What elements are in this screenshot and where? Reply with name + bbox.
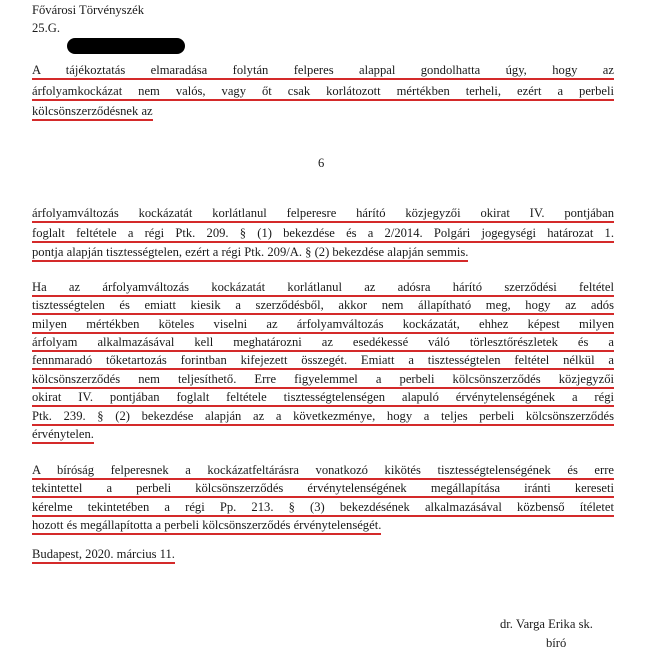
paragraph-3-line-2: tisztességtelen és emiatt kiesik a szerződésből, akkor nem állapítható meg, hogy az adós xyxy=(32,297,614,315)
paragraph-2-line-2: foglalt feltétele a régi Ptk. 209. § (1) bekezdése és a 2/2014. Polgári jogegységi határozat 1. xyxy=(32,225,614,243)
paragraph-3-line-4: árfolyam alkalmazásával kell meghatározni az esedékessé váló törlesztőrészletek és a xyxy=(32,334,614,352)
page-number: 6 xyxy=(318,156,325,170)
signature-title: bíró xyxy=(546,636,567,650)
paragraph-2-line-3: pontja alapján tisztességtelen, ezért a régi Ptk. 209/A. § (2) bekezdése alapján semmis. xyxy=(32,244,468,262)
paragraph-4-line-2: tekintettel a perbeli kölcsönszerződés érvénytelenségének megállapítása iránti kereseti xyxy=(32,480,614,498)
paragraph-3-line-9: érvénytelen. xyxy=(32,426,94,444)
redaction-bar xyxy=(67,38,185,54)
place-and-date: Budapest, 2020. március 11. xyxy=(32,546,175,564)
paragraph-4-line-3: kérelme tekintetében a régi Pp. 213. § (3) bekezdésének alkalmazásával közbenső ítéletet xyxy=(32,499,614,517)
paragraph-4-line-1: A bíróság felperesnek a kockázatfeltárásra vonatkozó kikötés tisztességtelenségének és erre xyxy=(32,462,614,480)
paragraph-1-line-3: kölcsönszerződésnek az xyxy=(32,103,153,121)
case-number-prefix: 25.G. xyxy=(32,21,60,35)
signature-name: dr. Varga Erika sk. xyxy=(500,617,593,631)
paragraph-3-line-7: okirat IV. pontjában foglalt feltétele tisztességtelenségen alapuló érvénytelenségének a régi xyxy=(32,389,614,407)
paragraph-3-line-8: Ptk. 239. § (2) bekezdése alapján az a következménye, hogy a teljes perbeli kölcsönszerződés xyxy=(32,408,614,426)
paragraph-3-line-5: fennmaradó tőketartozás forintban kifejezett összegét. Emiatt a tisztességtelen feltétel nélkül a xyxy=(32,352,614,370)
paragraph-1-line-2: árfolyamkockázat nem valós, vagy őt csak korlátozott mértékben terheli, ezért a perbeli xyxy=(32,83,614,101)
paragraph-4-line-4: hozott és megállapította a perbeli kölcsönszerződés érvénytelenségét. xyxy=(32,517,381,535)
paragraph-3-line-3: milyen mértékben köteles viselni az árfolyamváltozás kockázatát, ehhez képest milyen xyxy=(32,316,614,334)
paragraph-3-line-6: kölcsönszerződés nem teljesíthető. Erre figyelemmel a perbeli kölcsönszerződés közjegyzői xyxy=(32,371,614,389)
court-name: Fővárosi Törvényszék xyxy=(32,3,145,17)
paragraph-3-line-1: Ha az árfolyamváltozás kockázatát korlátlanul az adósra hárító szerződési feltétel xyxy=(32,279,614,297)
paragraph-2-line-1: árfolyamváltozás kockázatát korlátlanul felperesre hárító közjegyzői okirat IV. pontjában xyxy=(32,205,614,223)
paragraph-1-line-1: A tájékoztatás elmaradása folytán felperes alappal gondolhatta úgy, hogy az xyxy=(32,62,614,80)
